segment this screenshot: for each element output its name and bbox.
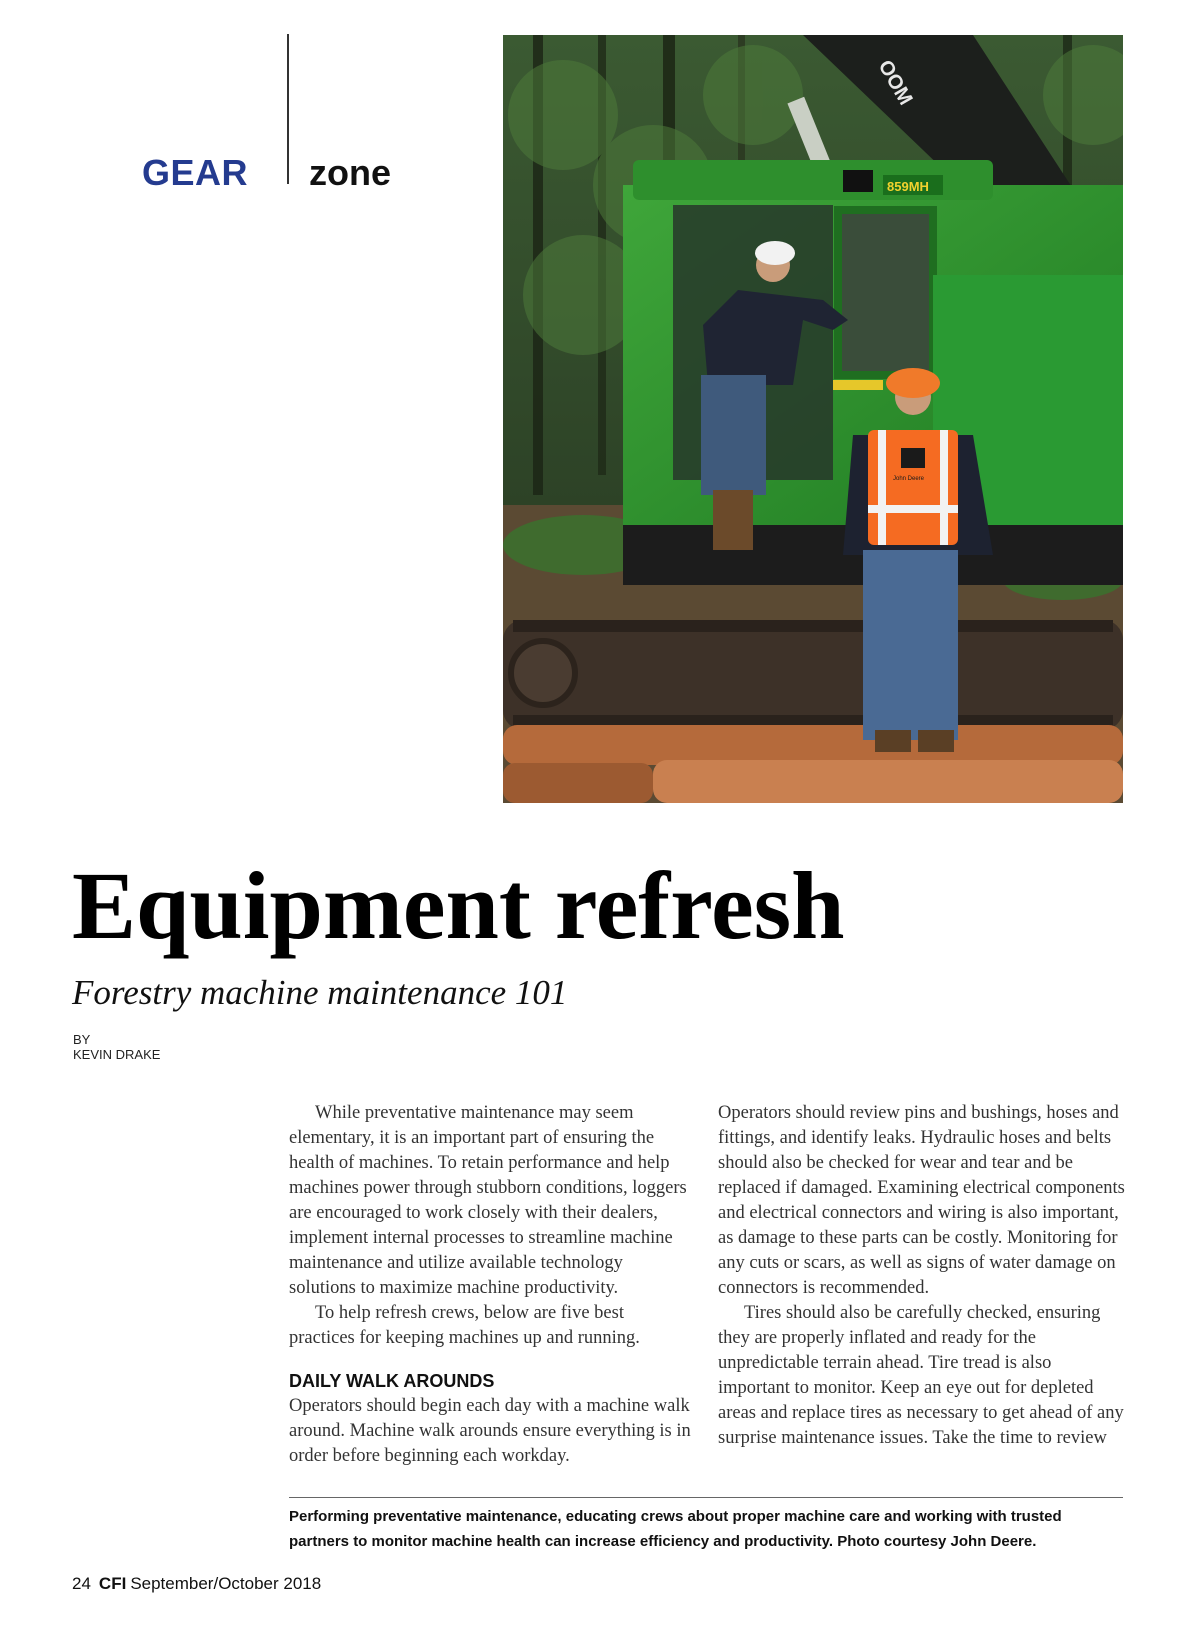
section-heading: DAILY WALK AROUNDS xyxy=(289,1371,495,1391)
section-tag-gear: GEAR xyxy=(141,152,248,193)
hero-photo xyxy=(503,35,1123,803)
vest-logo-text: John Deere xyxy=(893,476,925,482)
page-number: 24 xyxy=(72,1574,91,1593)
body-paragraph: Operators should begin each day with a machine walk around. Machine walk arounds ensure everything is in order before beginning each workday. xyxy=(289,1396,691,1466)
cab-window xyxy=(838,210,933,375)
section-tag xyxy=(141,34,422,193)
publication-name: CFI xyxy=(98,1574,127,1593)
byline-author: KEVIN DRAKE xyxy=(73,1047,161,1062)
body-paragraph: While preventative maintenance may seem elementary, it is an important part of ensuring the health of machines. To retain performance and help machines power through stubborn conditions, loggers are encouraged to work closely with their dealers, implement internal processes to streamline machine maintenance and utilize available technology solutions to maximize machine productivity. xyxy=(289,1103,687,1298)
photo-caption: Performing preventative maintenance, educating crews about proper machine care and working with trusted partners to monitor machine health can increase efficiency and productivity. Photo courtesy John Deere. xyxy=(289,1508,1062,1550)
operator-jeans xyxy=(701,375,766,495)
article-subhead: Forestry machine maintenance 101 xyxy=(72,973,568,1012)
article-column-right xyxy=(718,1101,1126,1451)
logs xyxy=(503,725,1123,803)
body-paragraph: Tires should also be carefully checked, ensuring they are properly inflated and ready for the unpredictable terrain ahead. Tire tread is also important to monitor. Keep an eye out for depleted areas and replace tires as necessary to get ahead of any surprise maintenance issues. Take the time to review xyxy=(718,1303,1124,1448)
issue-date: September/October 2018 xyxy=(130,1574,322,1593)
byline-prefix: BY xyxy=(73,1032,91,1047)
cab-lights xyxy=(843,170,873,192)
cab-step xyxy=(833,380,883,390)
boom-text: OOM xyxy=(873,56,917,109)
orange-hard-hat xyxy=(886,368,940,398)
caption-rule xyxy=(289,1497,1123,1498)
byline xyxy=(73,1032,160,1062)
machine-tracks xyxy=(503,620,1123,730)
section-tag-zone: zone xyxy=(309,152,392,193)
white-hard-hat xyxy=(755,241,795,265)
track-wheel xyxy=(511,641,575,705)
body-paragraph: To help refresh crews, below are five best practices for keeping machines up and running. xyxy=(289,1303,640,1348)
article-headline: Equipment refresh xyxy=(72,852,845,959)
article-column-left xyxy=(289,1101,694,1469)
supervisor-jeans xyxy=(863,550,958,740)
machine-model-label: 859MH xyxy=(887,179,929,194)
section-tag-divider xyxy=(287,34,289,184)
body-paragraph: Operators should review pins and bushings, hoses and fittings, and identify leaks. Hydraulic hoses and belts should also be checked for wear and tear and be replaced if damaged. Examining electrical components and electrical connectors and wiring is also important, as damage to these parts can be costly. Monitoring for any cuts or scars, as well as signs of water damage on connectors is recommended. xyxy=(718,1103,1125,1298)
page-folio xyxy=(72,1574,321,1594)
operator-boots xyxy=(713,490,753,550)
